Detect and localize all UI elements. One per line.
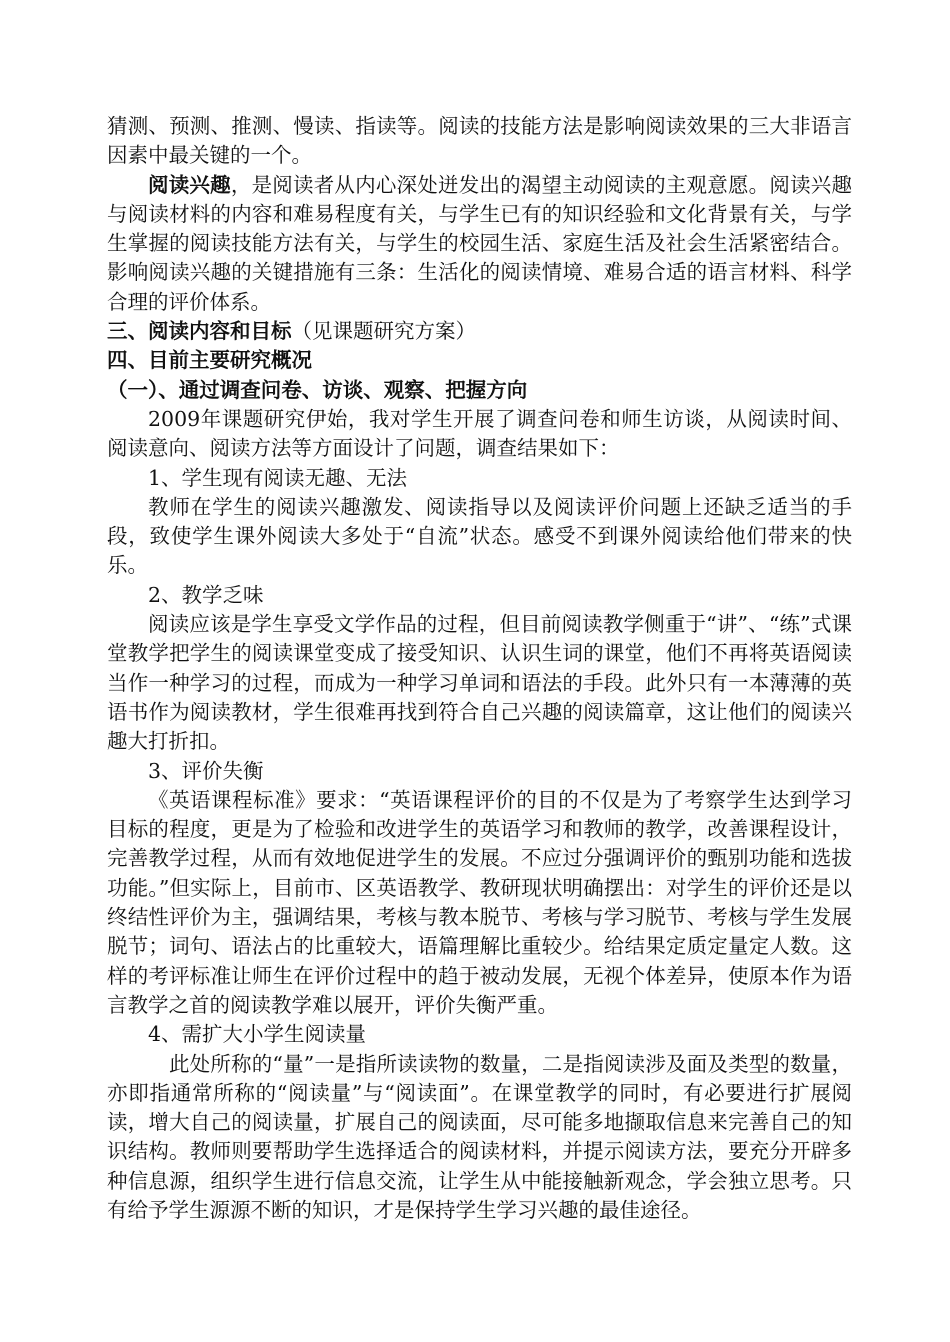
item-3-title: 3、评价失衡 — [148, 758, 264, 783]
item-1-title: 1、学生现有阅读无趣、无法 — [148, 465, 408, 490]
item-2-body: 阅读应该是学生享受文学作品的过程，但目前阅读教学侧重于“讲”、“练”式课堂教学把学生的阅读课堂变成了接受知识、认识生词的课堂，他们不再将英语阅读当作一种学习的过程，而成为一种学习单词和语法的手段。此外只有一本薄薄的英语书作为阅读教材，学生很难再找到符合自己兴趣的阅读篇章，这让他们的阅读兴趣大打折扣。 — [107, 612, 852, 754]
item-4-title: 4、需扩大小学生阅读量 — [148, 1022, 367, 1047]
item-1-body: 教师在学生的阅读兴趣激发、阅读指导以及阅读评价问题上还缺乏适当的手段，致使学生课外阅读大多处于“自流”状态。感受不到课外阅读给他们带来的快乐。 — [107, 494, 852, 578]
paragraph-reading-skills: 猜测、预测、推测、慢读、指读等。阅读的技能方法是影响阅读效果的三大非语言因素中最关键的一个。 — [107, 114, 852, 168]
heading-section-3 — [107, 317, 852, 346]
heading-section-3-title: 三、阅读内容和目标 — [107, 319, 292, 344]
reading-interest-body: ，是阅读者从内心深处迸发出的渴望主动阅读的主观意愿。阅读兴趣与阅读材料的内容和难易程度有关，与学生已有的知识经验和文化背景有关，与学生掌握的阅读技能方法有关，与学生的校园生活、家庭生活及社会生活紧密结合。影响阅读兴趣的关键措施有三条：生活化的阅读情境、难易合适的语言材料、科学合理的评价体系。 — [107, 172, 853, 314]
document-page — [107, 112, 852, 1225]
term-reading-interest: 阅读兴趣 — [148, 172, 231, 197]
paragraph-survey: 2009年课题研究伊始，我对学生开展了调查问卷和师生访谈，从阅读时间、阅读意向、阅读方法等方面设计了问题，调查结果如下： — [107, 406, 852, 461]
subheading-survey: （一）、通过调查问卷、访谈、观察、把握方向 — [107, 377, 528, 402]
item-3-body: 《英语课程标准》要求：“英语课程评价的目的不仅是为了考察学生达到学习目标的程度，更是为了检验和改进学生的英语学习和教师的教学，改善课程设计，完善教学过程，从而有效地促进学生的发展。不应过分强调评价的甄别功能和选拔功能。”但实际上，目前市、区英语教学、教研现状明确摆出：对学生的评价还是以终结性评价为主，强调结果，考核与教本脱节、考核与学习脱节、考核与学生发展脱节；词句、语法占的比重较大，语篇理解比重较少。给结果定质定量定人数。这样的考评标准让师生在评价过程中的趋于被动发展，无视个体差异，使原本作为语言教学之首的阅读教学难以展开，评价失衡严重。 — [107, 787, 852, 1017]
heading-section-3-note: （见课题研究方案） — [291, 319, 476, 344]
heading-section-4: 四、目前主要研究概况 — [107, 348, 312, 373]
item-4-body: 此处所称的“量”一是指所读读物的数量，二是指阅读涉及面及类型的数量，亦即指通常所称的“阅读量”与“阅读面”。在课堂教学的同时，有必要进行扩展阅读，增大自己的阅读量，扩展自己的阅读面，尽可能多地撷取信息来完善自己的知识结构。教师则要帮助学生选择适合的阅读材料，并提示阅读方法，要充分开辟多种信息源，组织学生进行信息交流，让学生从中能接触新观念，学会独立思考。只有给予学生源源不断的知识，才是保持学生学习兴趣的最佳途径。 — [107, 1051, 852, 1222]
paragraph-reading-interest — [107, 171, 852, 317]
item-2-title: 2、教学乏味 — [148, 582, 264, 607]
